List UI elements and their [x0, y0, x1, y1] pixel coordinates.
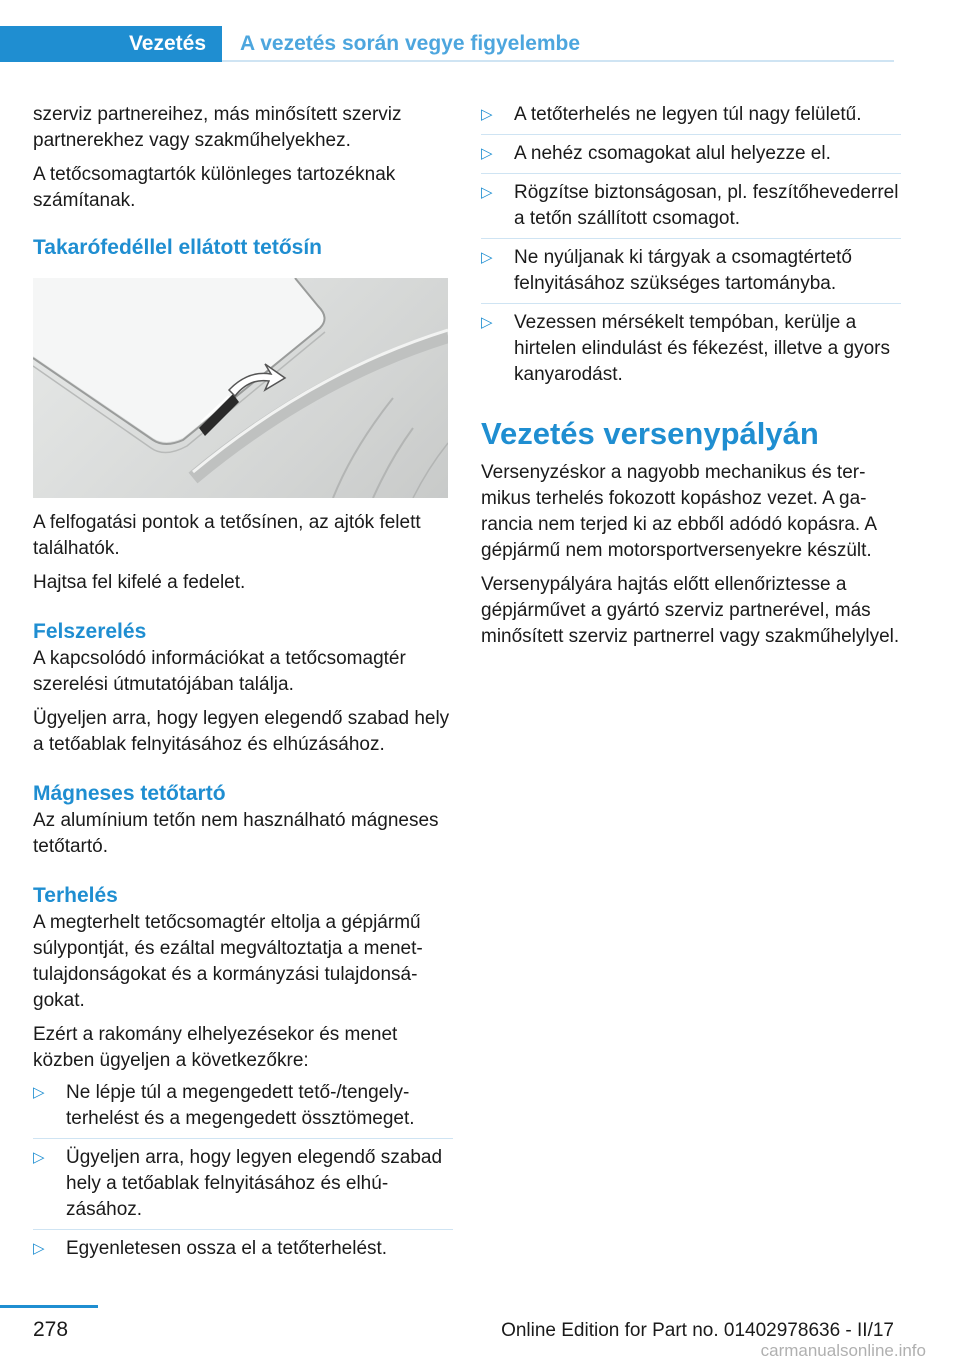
bullet-list — [481, 102, 901, 388]
header-rule — [222, 60, 894, 62]
bullet-list — [33, 1080, 453, 1262]
right-column — [481, 102, 901, 650]
heading-magnet: Mágneses tetőtartó — [33, 782, 226, 805]
list-item: ▷ Vezessen mérsékelt tempóban, kerülje a hirtelen elindulást és fékezést, illetve a gyors kanyarodást. — [481, 303, 901, 388]
paragraph: Versenyzéskor a nagyobb mechanikus és termikus terhelés fokozott kopáshoz vezet. A garancia nem terjed ki az ebből adódó kopásra. A gépjármű nem motorsportversenyekre készült. — [481, 462, 877, 561]
triangle-bullet-icon: ▷ — [481, 145, 493, 162]
heading-mount: Felszerelés — [33, 620, 147, 643]
triangle-bullet-icon: ▷ — [33, 1240, 45, 1257]
roof-rail-illustration — [33, 278, 448, 498]
triangle-bullet-icon: ▷ — [481, 249, 493, 266]
roof-rail-drawing — [33, 278, 448, 498]
triangle-bullet-icon: ▷ — [33, 1149, 45, 1166]
subsection-title: A vezetés során vegye figyelembe — [240, 32, 581, 55]
paragraph: A kapcsolódó információkat a tetőcsomagtér szerelési útmutatójában találja. — [33, 648, 406, 695]
paragraph: szerviz partnereihez, más minősített szerviz partnerekhez vagy szakműhelyekhez. — [33, 104, 402, 151]
paragraph: Hajtsa fel kifelé a fedelet. — [33, 572, 246, 593]
left-column — [33, 102, 453, 1262]
list-item: ▷ Ne nyúljanak ki tárgyak a csomagtértető felnyitásához szükséges tartományba. — [481, 238, 901, 297]
heading-rail: Takarófedéllel ellátott tetősín — [33, 236, 323, 259]
triangle-bullet-icon: ▷ — [481, 106, 493, 123]
list-item: ▷ A nehéz csomagokat alul helyezze el. — [481, 134, 901, 167]
section-tab: Vezetés — [0, 26, 222, 62]
list-item: ▷ Ne lépje túl a megengedett tető-/tengelyterhelést és a megengedett össztömeget. — [33, 1082, 415, 1129]
paragraph: Ügyeljen arra, hogy legyen elegendő szabad hely a tetőablak felnyitásához és elhúzásához. — [33, 708, 450, 755]
list-item: ▷ A tetőterhelés ne legyen túl nagy felületű. — [481, 102, 901, 128]
heading-load: Terhelés — [33, 884, 118, 907]
page-number: 278 — [33, 1318, 69, 1341]
watermark: carmanualsonline.info — [760, 1341, 926, 1360]
list-item: ▷ Ügyeljen arra, hogy legyen elegendő szabad hely a tetőablak felnyitásához és elhúzásához. — [33, 1138, 453, 1223]
footer-rule — [0, 1305, 98, 1308]
triangle-bullet-icon: ▷ — [481, 314, 493, 331]
triangle-bullet-icon: ▷ — [33, 1084, 45, 1101]
list-item: ▷ Egyenletesen ossza el a tetőterhelést. — [33, 1229, 453, 1262]
paragraph: Versenypályára hajtás előtt ellenőriztesse a gépjárművet a gyártó szerviz partnerével, más minősített szerviz partnerrel vagy szakműhelylyel. — [481, 574, 900, 647]
paragraph: A tetőcsomagtartók különleges tartozéknak számítanak. — [33, 164, 396, 211]
page-header — [0, 26, 894, 62]
paragraph: Ezért a rakomány elhelyezésekor és menet közben ügyeljen a következőkre: — [33, 1024, 398, 1071]
heading-racetrack: Vezetés versenypályán — [481, 416, 819, 451]
paragraph: A megterhelt tetőcsomagtér eltolja a gépjármű súlypontját, és ezáltal megváltoztatja a menettulajdonságokat és a kormányzási tulajdonságokat. — [33, 912, 423, 1011]
list-item: ▷ Rögzítse biztonságosan, pl. feszítőhevederrel a tetőn szállított csomagot. — [481, 173, 901, 232]
paragraph: A felfogatási pontok a tetősínen, az ajtók felett találhatók. — [33, 512, 421, 559]
paragraph: Az alumínium tetőn nem használható mágneses tetőtartó. — [33, 810, 439, 857]
edition-text: Online Edition for Part no. 01402978636 - II/17 — [501, 1320, 894, 1341]
triangle-bullet-icon: ▷ — [481, 184, 493, 201]
